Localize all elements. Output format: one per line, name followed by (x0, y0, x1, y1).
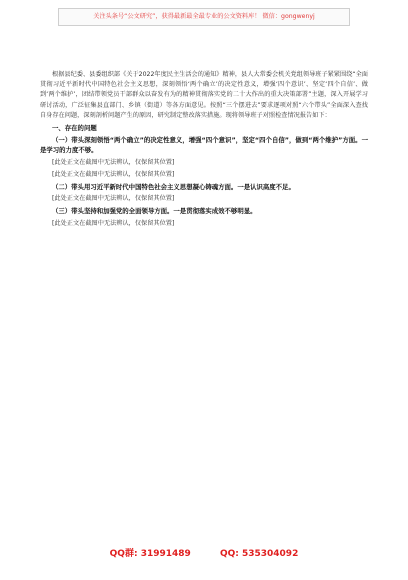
document-body (40, 70, 368, 231)
section-1-title: 一、存在的问题 (52, 124, 97, 133)
item-1-paragraph-2: [此处正文在截图中无法辨认，仅保留其位置] (52, 170, 175, 178)
contact-footer (0, 546, 408, 559)
item-3-heading: （三）带头坚持和加强党的全面领导方面。一是贯彻落实成效不够明显。 (52, 207, 257, 216)
item-3-paragraph-1: [此处正文在截图中无法辨认，仅保留其位置] (52, 219, 175, 227)
item-1-paragraph-1: [此处正文在截图中无法辨认，仅保留其位置] (52, 158, 175, 166)
qq-contact-label: QQ: 535304092 (219, 549, 299, 559)
qq-group-label: QQ群: 31991489 (109, 549, 191, 559)
item-1-heading: （一）带头深刻领悟“两个确立”的决定性意义，增强“四个意识”，坚定“四个自信”，做到“两个维护”方面。一是学习的力度不够。 (40, 136, 368, 155)
item-2-heading: （二）带头用习近平新时代中国特色社会主义思想凝心铸魂方面。一是认识高度不足。 (52, 183, 295, 192)
intro-paragraph: 根据县纪委、县委组织部《关于2022年度民主生活会的通知》精神，县人大常委会机关党组领导班子紧紧围绕“全面贯彻习近平新时代中国特色社会主义思想，深刻领悟‘两个确立’的决定性意义，增强‘四个意识’、坚定‘四个自信’、做到‘两个维护’，团结带领党员干部群众以奋发有为的精神贯彻落实党的二十大作出的重大决策部署”主题，深入开展学习研讨活动，广泛征集县直部门、乡镇（街道）等各方面意见。按照“三个摆进去”要求逐项对照“六个带头”全面深入查找自身存在问题，深刻剖析问题产生的原因，研究制定整改落实措施。现将领导班子对照检查情况报告如下： (40, 71, 368, 119)
item-2-paragraph-1: [此处正文在截图中无法辨认，仅保留其位置] (52, 195, 175, 203)
promo-banner: 关注头条号“公文研究”，获得最新最全最专业的公文资料库！ 微信：gongwenyj (58, 8, 350, 26)
